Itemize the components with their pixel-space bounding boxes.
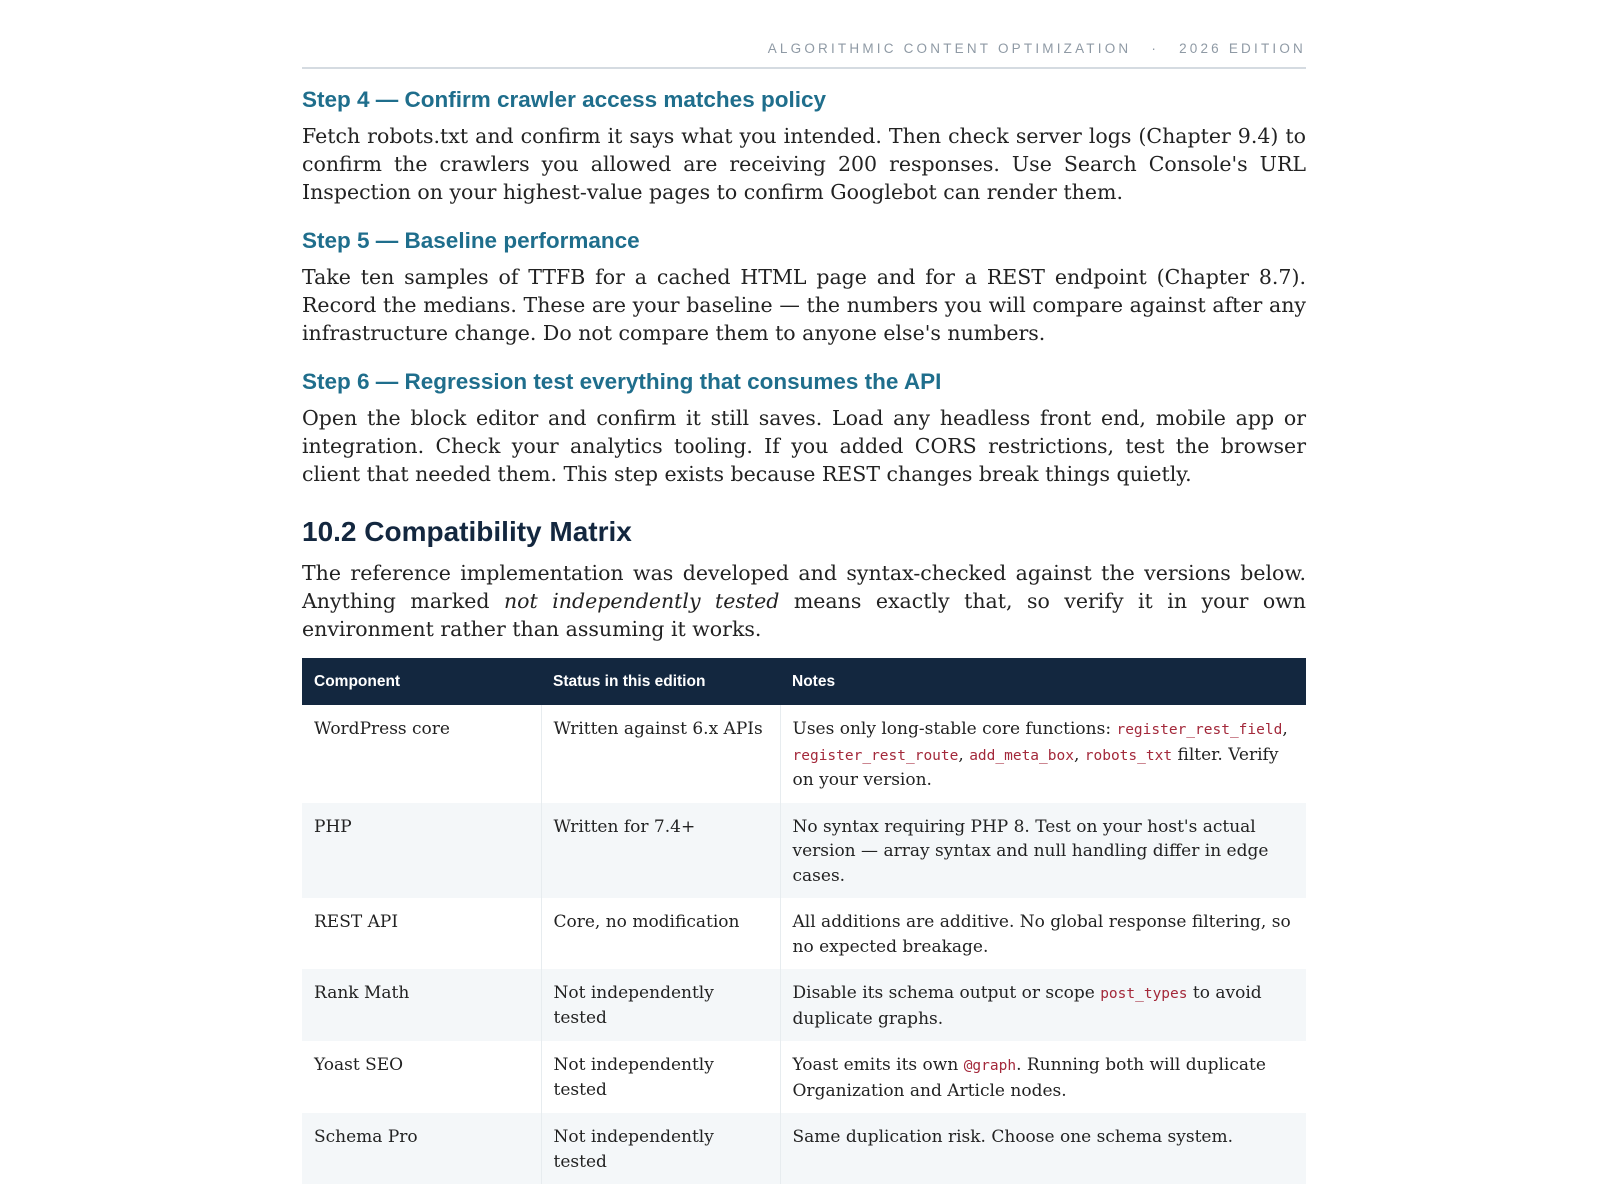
column-header-status: Status in this edition	[553, 672, 706, 690]
notes-text: No syntax requiring PHP 8. Test on your host's actual version — array syntax and null handling differ in edge cases.	[792, 816, 1269, 886]
cell-component: Rank Math	[302, 969, 541, 1041]
column-header-notes: Notes	[792, 672, 836, 690]
header-separator: ·	[1151, 41, 1160, 56]
cell-component: PHP	[302, 803, 541, 899]
step-4-paragraph: Fetch robots.txt and confirm it says what you intended. Then check server logs (Chapter 9.4) to confirm the crawlers you allowed are receiving 200 responses. Use Search Console's URL Inspection on your highest-value pages to confirm Googlebot can render them.	[302, 124, 1306, 204]
cell-status: Written against 6.x APIs	[541, 705, 780, 803]
notes-text: All additions are additive. No global response filtering, so no expected breakage.	[792, 912, 1291, 957]
notes-text: Uses only long-stable core functions:	[792, 719, 1117, 739]
step-6-paragraph: Open the block editor and confirm it still saves. Load any headless front end, mobile app or integration. Check your analytics tooling. If you added CORS restrictions, test the browser client that needed them. This step exists because REST changes break things quietly.	[302, 406, 1306, 486]
section-heading: 10.2 Compatibility Matrix	[302, 516, 632, 547]
page-content	[302, 0, 1306, 1172]
table-header-row	[302, 658, 1306, 705]
intro-text-start: The reference implementation was developed and syntax-checked against the versions below. Anything marked	[302, 561, 1306, 613]
table-row	[302, 969, 1306, 1041]
step-5-heading: Step 5 — Baseline performance	[302, 228, 640, 253]
table-row	[302, 898, 1306, 969]
notes-text: ,	[958, 744, 970, 765]
column-header-component: Component	[314, 672, 401, 690]
table-row	[302, 705, 1306, 803]
section-intro-paragraph	[302, 559, 1306, 643]
cell-status: Written for 7.4+	[541, 803, 780, 899]
step-6-heading: Step 6 — Regression test everything that consumes the API	[302, 369, 942, 394]
cell-component: REST API	[302, 898, 541, 969]
cell-component: WordPress core	[302, 705, 541, 803]
cell-component: Yoast SEO	[302, 1041, 541, 1113]
table-row	[302, 1041, 1306, 1113]
notes-text: ,	[1282, 719, 1288, 739]
notes-text: ,	[1073, 744, 1085, 765]
inline-code: register_rest_field	[1116, 722, 1283, 738]
notes-text: Same duplication risk. Choose one schema system.	[792, 1127, 1234, 1147]
compatibility-matrix-table	[302, 658, 1306, 1184]
notes-text: to avoid duplicate graphs.	[792, 983, 1262, 1029]
edition-label: 2026 EDITION	[1179, 41, 1306, 56]
cell-notes	[780, 898, 1306, 969]
table-body	[302, 705, 1306, 1184]
step-5-paragraph: Take ten samples of TTFB for a cached HTML page and for a REST endpoint (Chapter 8.7). Record the medians. These are your baseline — the numbers you will compare against after any infrastructure change. Do not compare them to anyone else's numbers.	[302, 265, 1306, 345]
intro-emphasis: not independently tested	[503, 589, 780, 613]
compatibility-table-container	[302, 658, 1306, 1172]
notes-text: Disable its schema output or scope	[792, 983, 1101, 1003]
cell-notes	[780, 803, 1306, 899]
inline-code: register_rest_route	[792, 747, 959, 764]
cell-notes	[780, 1041, 1306, 1113]
cell-status: Core, no modification	[541, 898, 780, 969]
cell-notes	[780, 705, 1306, 803]
inline-code: @graph	[963, 1058, 1017, 1074]
cell-status: Not independently tested	[541, 1041, 780, 1113]
notes-text: . Running both will duplicate Organization and Article nodes.	[792, 1055, 1266, 1101]
cell-status: Not independently tested	[541, 969, 780, 1041]
intro-text-end: means exactly that, so verify it in your own environment rather than assuming it works.	[302, 589, 1306, 641]
running-header	[302, 0, 1306, 69]
table-row	[302, 803, 1306, 899]
step-4-heading: Step 4 — Confirm crawler access matches policy	[302, 87, 826, 112]
book-title: ALGORITHMIC CONTENT OPTIMIZATION	[767, 41, 1132, 56]
table-row	[302, 1113, 1306, 1184]
cell-status: Not independently tested	[541, 1113, 780, 1184]
inline-code: post_types	[1100, 986, 1188, 1002]
cell-notes	[780, 969, 1306, 1041]
notes-text: filter. Verify on your version.	[792, 744, 1279, 790]
notes-text: Yoast emits its own	[792, 1055, 964, 1075]
cell-component: Schema Pro	[302, 1113, 541, 1184]
inline-code: robots_txt	[1084, 747, 1173, 764]
cell-notes	[780, 1113, 1306, 1184]
inline-code: add_meta_box	[969, 747, 1074, 764]
